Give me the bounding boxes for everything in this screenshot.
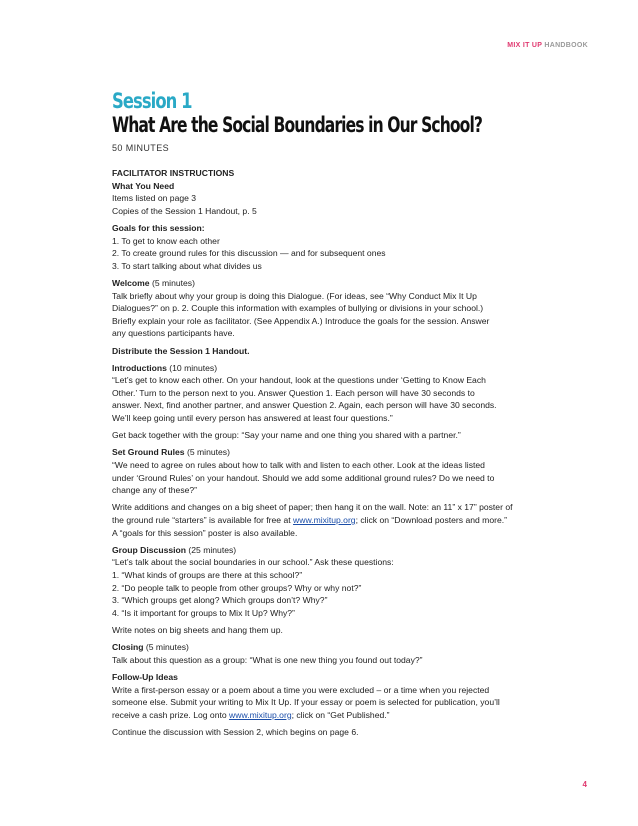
discussion-question: 1. “What kinds of groups are there at this school?” bbox=[112, 569, 303, 580]
mixitup-link[interactable]: www.mixitup.org bbox=[293, 515, 356, 525]
closing-line: Talk about this question as a group: “What is one new thing you found out today?” bbox=[112, 654, 423, 665]
continue-note: Continue the discussion with Session 2, which begins on page 6. bbox=[112, 726, 359, 737]
discussion-question: 4. “Is it important for groups to Mix It Up? Why?” bbox=[112, 607, 295, 618]
introductions-line: Other.’ Turn to the person next to you. Answer Question 1. Each person will have 30 seconds to bbox=[112, 387, 475, 398]
group-discussion-heading: Group Discussion bbox=[112, 544, 187, 555]
follow-up-line: someone else. Submit your writing to Mix It Up. If your essay or poem is selected for publication, you’ll bbox=[112, 697, 500, 708]
introductions-line: “Let’s get to know each other. On your handout, look at the questions under ‘Getting to Know Each bbox=[112, 375, 486, 386]
ground-rules-line: under ‘Ground Rules’ on your handout. Should we add some additional ground rules? Do we need to bbox=[112, 472, 495, 483]
what-you-need-heading: What You Need bbox=[112, 180, 175, 191]
group-discussion-note: Write notes on big sheets and hang them up. bbox=[112, 624, 283, 635]
instructions-body bbox=[112, 167, 592, 738]
ground-rules-line: change any of these?” bbox=[112, 485, 198, 496]
ground-rules-note-line: Write additions and changes on a big sheet of paper; then hang it on the wall. Note: an 11” x 17” poster of bbox=[112, 502, 513, 513]
need-item: Copies of the Session 1 Handout, p. 5 bbox=[112, 205, 257, 216]
goals-section bbox=[112, 222, 592, 272]
closing-time: (5 minutes) bbox=[143, 642, 189, 653]
ground-rules-note-line: ; click on “Download posters and more.” bbox=[355, 515, 508, 525]
welcome-line: Briefly explain your role as facilitator. (See Appendix A.) Introduce the goals for the session. Answer bbox=[112, 315, 490, 326]
discussion-question: 2. “Do people talk to people from other groups? Why or why not?” bbox=[112, 582, 362, 593]
duration-label: 50 MINUTES bbox=[112, 143, 170, 153]
ground-rules-line: “We need to agree on rules about how to talk with and listen to each other. Look at the ideas listed bbox=[112, 460, 485, 471]
introductions-line: answer. Next, find another partner, and answer Question 2. Again, each person will have 30 seconds. bbox=[112, 400, 497, 411]
need-item: Items listed on page 3 bbox=[112, 193, 197, 204]
session-label: Session 1 bbox=[112, 89, 192, 113]
introductions-followup: Get back together with the group: “Say your name and one thing you shared with a partner.” bbox=[112, 430, 461, 441]
ground-rules-time: (5 minutes) bbox=[184, 447, 230, 458]
distribute-section bbox=[112, 345, 592, 358]
welcome-line: Dialogues?” on p. 2. Couple this information with examples of bullying or divisions in your school.) bbox=[112, 303, 484, 314]
facilitator-heading: FACILITATOR INSTRUCTIONS bbox=[112, 168, 235, 178]
follow-up-section bbox=[112, 671, 592, 721]
introductions-section bbox=[112, 362, 592, 425]
header-handbook: HANDBOOK bbox=[542, 42, 588, 49]
mixitup-link[interactable]: www.mixitup.org bbox=[229, 709, 292, 720]
ground-rules-note-line: the ground rule “starters” is available for free at bbox=[112, 515, 294, 525]
ground-rules-note-line: A “goals for this session” poster is also available. bbox=[112, 527, 298, 538]
introductions-line: We’ll keep going until every person has answered at least four questions.” bbox=[112, 413, 393, 424]
goals-heading: Goals for this session: bbox=[112, 222, 205, 233]
facilitator-section bbox=[112, 167, 592, 217]
running-header bbox=[507, 42, 588, 49]
page-number: 4 bbox=[582, 780, 587, 789]
header-brand: MIX IT UP bbox=[507, 42, 543, 49]
group-discussion-time: (25 minutes) bbox=[186, 544, 237, 555]
welcome-heading: Welcome bbox=[112, 277, 150, 288]
ground-rules-heading: Set Ground Rules bbox=[112, 447, 185, 458]
discussion-question: 3. “Which groups get along? Which groups don’t? Why?” bbox=[112, 595, 328, 606]
goal-item: 3. To start talking about what divides us bbox=[112, 260, 262, 271]
group-discussion-section bbox=[112, 544, 592, 620]
welcome-line: Talk briefly about why your group is doing this Dialogue. (For ideas, see “Why Conduct Mix It Up bbox=[112, 290, 477, 301]
group-discussion-line: “Let’s talk about the social boundaries in our school.” Ask these questions: bbox=[112, 557, 394, 568]
introductions-heading: Introductions bbox=[112, 362, 167, 373]
ground-rules-section bbox=[112, 446, 592, 496]
follow-up-line: ; click on “Get Published.” bbox=[291, 709, 390, 720]
introductions-time: (10 minutes) bbox=[166, 362, 218, 373]
follow-up-line: Write a first-person essay or a poem about a time you were excluded – or a time when you rejected bbox=[112, 684, 490, 695]
page-title: What Are the Social Boundaries in Our School? bbox=[112, 113, 483, 137]
follow-up-heading: Follow-Up Ideas bbox=[112, 671, 178, 682]
welcome-line: any questions participants have. bbox=[112, 328, 235, 339]
follow-up-line: receive a cash prize. Log onto bbox=[112, 709, 230, 720]
closing-section bbox=[112, 641, 592, 666]
welcome-section bbox=[112, 277, 592, 340]
goal-item: 1. To get to know each other bbox=[112, 235, 220, 246]
ground-rules-note bbox=[112, 501, 592, 539]
closing-heading: Closing bbox=[112, 642, 144, 653]
welcome-time: (5 minutes) bbox=[149, 277, 195, 288]
distribute-heading: Distribute the Session 1 Handout. bbox=[112, 345, 250, 356]
page-content bbox=[112, 90, 592, 743]
goal-item: 2. To create ground rules for this discussion — and for subsequent ones bbox=[112, 248, 386, 259]
